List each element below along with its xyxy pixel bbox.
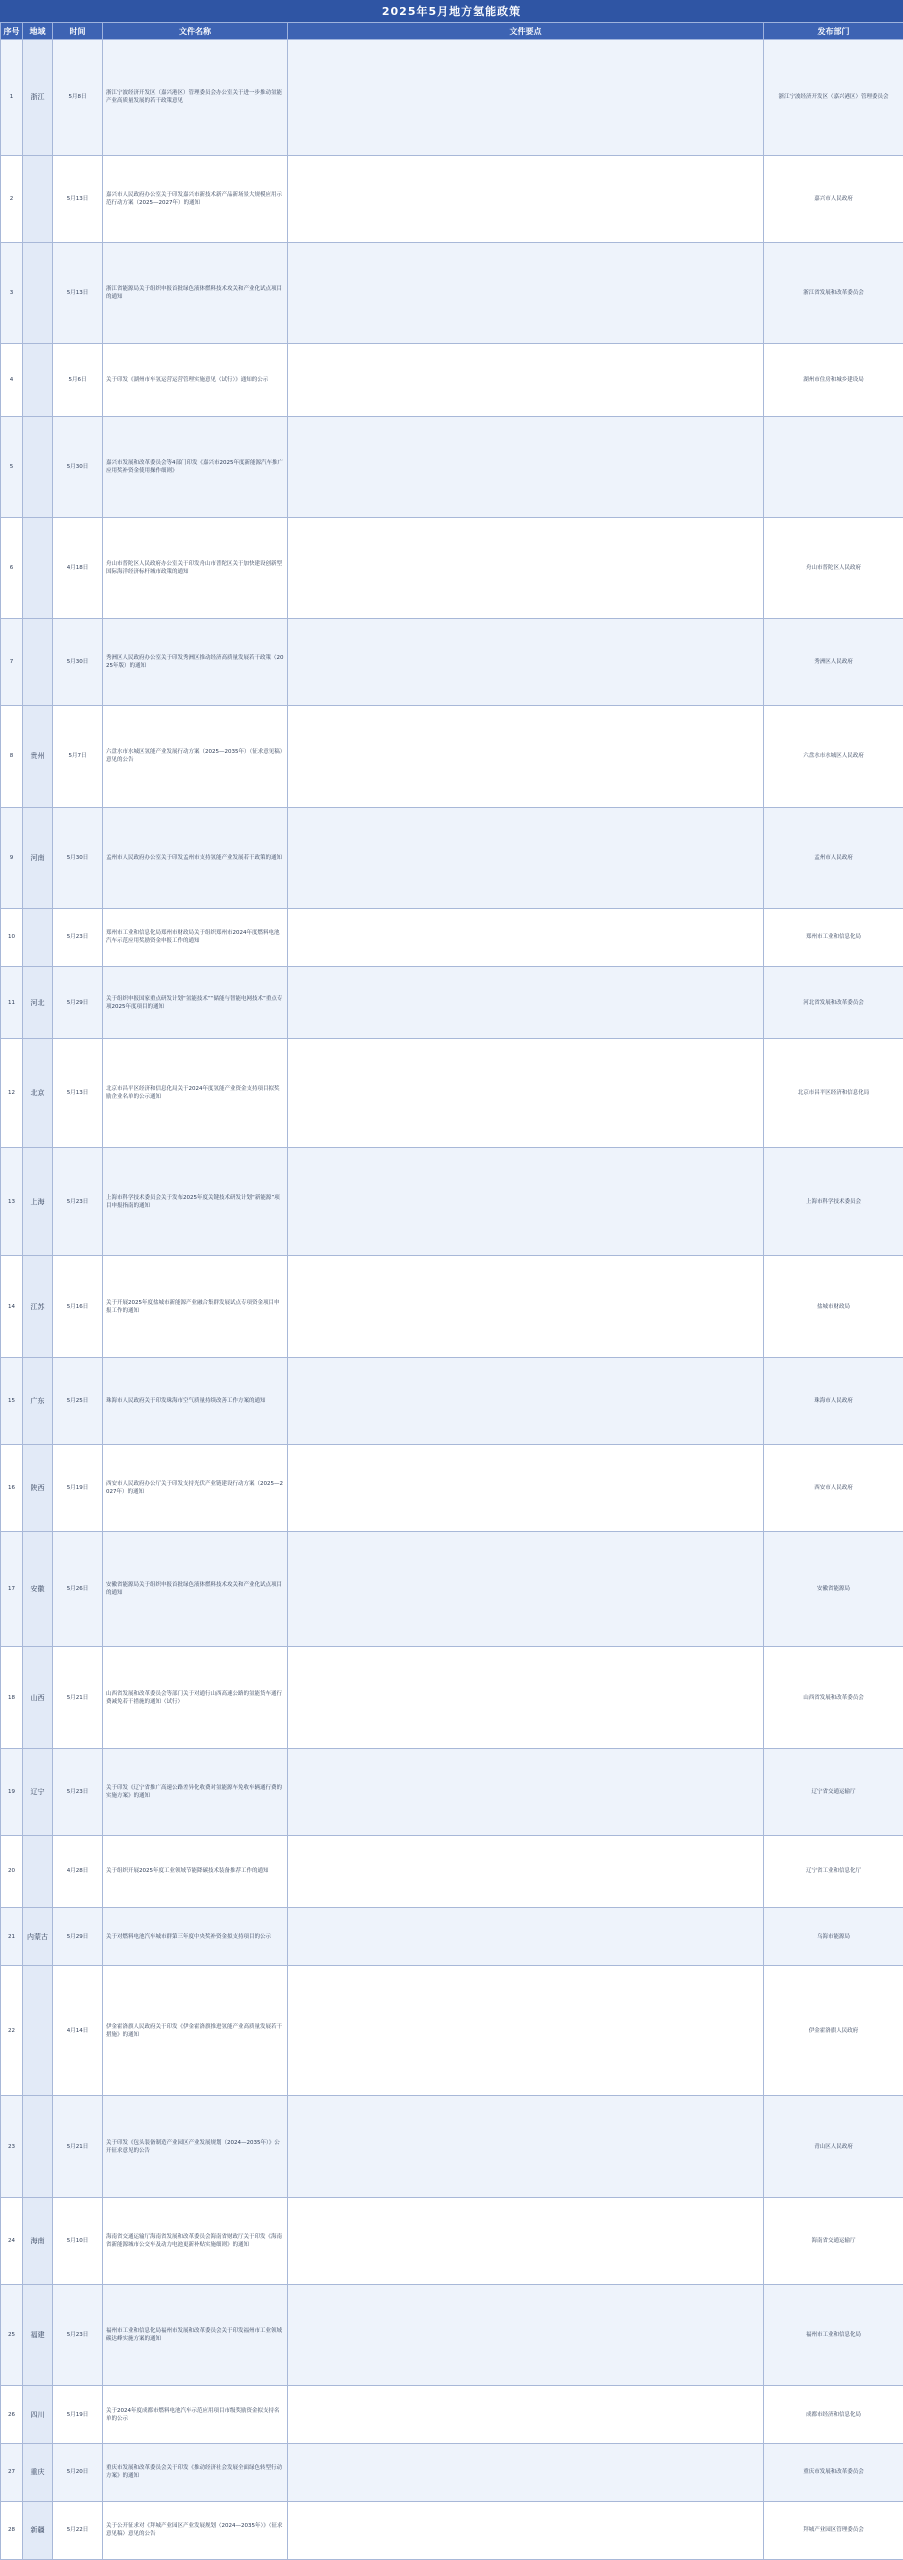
row-issuing-department: 福州市工业和信息化局 <box>764 2284 903 2385</box>
row-document-name: 关于2024年度成都市燃料电池汽车示范应用项目市级奖励资金拟支持名单的公示 <box>103 2386 288 2444</box>
row-number: 28 <box>1 2501 23 2559</box>
row-date: 4月18日 <box>53 517 103 618</box>
row-number: 9 <box>1 807 23 908</box>
row-number: 4 <box>1 344 23 416</box>
table-row <box>1 966 903 1038</box>
row-date: 5月30日 <box>53 807 103 908</box>
row-number: 1 <box>1 40 23 156</box>
row-issuing-department: 秀洲区人民政府 <box>764 619 903 706</box>
row-document-name: 关于印发《湖州市车氢运营运营管理实施意见（试行）》通知的公示 <box>103 344 288 416</box>
table-row <box>1 1444 903 1531</box>
row-key-points <box>288 242 764 343</box>
row-region: 江苏 <box>23 1256 53 1357</box>
row-region <box>23 517 53 618</box>
row-date: 5月21日 <box>53 1647 103 1748</box>
row-region: 北京 <box>23 1039 53 1148</box>
row-number: 3 <box>1 242 23 343</box>
row-date: 5月23日 <box>53 908 103 966</box>
row-document-name: 关于公开征求对《拜城产业园区产业发展规划（2024—2035年）》（征求意见稿）意见的公告 <box>103 2501 288 2559</box>
table-row <box>1 1147 903 1256</box>
row-number: 7 <box>1 619 23 706</box>
row-region <box>23 1966 53 2096</box>
row-region: 上海 <box>23 1147 53 1256</box>
page-title: 2025年5月地方氢能政策 <box>0 0 903 22</box>
row-number: 25 <box>1 2284 23 2385</box>
table-row <box>1 2443 903 2501</box>
header-date: 时间 <box>53 23 103 40</box>
row-document-name: 北京市昌平区经济和信息化局关于2024年度氢能产业资金支持项目拟奖励企业名单的公示通知 <box>103 1039 288 1148</box>
row-date: 5月10日 <box>53 2197 103 2284</box>
row-issuing-department: 孟州市人民政府 <box>764 807 903 908</box>
row-region <box>23 155 53 242</box>
table-row <box>1 416 903 517</box>
row-key-points <box>288 1966 764 2096</box>
row-region: 贵州 <box>23 706 53 807</box>
row-region: 内蒙古 <box>23 1908 53 1966</box>
row-key-points <box>288 908 764 966</box>
table-row <box>1 2096 903 2197</box>
row-date: 5月30日 <box>53 619 103 706</box>
row-document-name: 西安市人民政府办公厅关于印发支持光伏产业链建设行动方案（2025—2027年）的通知 <box>103 1444 288 1531</box>
row-number: 21 <box>1 1908 23 1966</box>
row-date: 5月22日 <box>53 2501 103 2559</box>
row-number: 16 <box>1 1444 23 1531</box>
row-region <box>23 619 53 706</box>
row-key-points <box>288 2284 764 2385</box>
row-key-points <box>288 1256 764 1357</box>
row-date: 5月7日 <box>53 706 103 807</box>
row-key-points <box>288 1357 764 1444</box>
row-key-points <box>288 1039 764 1148</box>
table-row <box>1 242 903 343</box>
row-date: 5月20日 <box>53 2443 103 2501</box>
row-number: 22 <box>1 1966 23 2096</box>
row-date: 5月23日 <box>53 1748 103 1835</box>
table-row <box>1 344 903 416</box>
row-date: 5月8日 <box>53 40 103 156</box>
row-issuing-department: 重庆市发展和改革委员会 <box>764 2443 903 2501</box>
row-number: 14 <box>1 1256 23 1357</box>
row-date: 5月6日 <box>53 344 103 416</box>
table-row <box>1 1966 903 2096</box>
row-document-name: 浙江省能源局关于组织申报首批绿色液体燃料技术攻关和产业化试点项目的通知 <box>103 242 288 343</box>
row-region <box>23 344 53 416</box>
table-row <box>1 1039 903 1148</box>
header-name: 文件名称 <box>103 23 288 40</box>
row-date: 5月16日 <box>53 1256 103 1357</box>
row-issuing-department: 珠海市人民政府 <box>764 1357 903 1444</box>
row-key-points <box>288 1748 764 1835</box>
row-key-points <box>288 619 764 706</box>
row-key-points <box>288 1908 764 1966</box>
row-region: 安徽 <box>23 1531 53 1647</box>
row-issuing-department: 成都市经济和信息化局 <box>764 2386 903 2444</box>
row-key-points <box>288 2096 764 2197</box>
row-date: 5月19日 <box>53 2386 103 2444</box>
row-date: 5月23日 <box>53 1147 103 1256</box>
row-number: 2 <box>1 155 23 242</box>
header-region: 地域 <box>23 23 53 40</box>
row-key-points <box>288 1147 764 1256</box>
row-region <box>23 416 53 517</box>
table-row <box>1 40 903 156</box>
row-issuing-department: 拜城产业园区管理委员会 <box>764 2501 903 2559</box>
row-number: 27 <box>1 2443 23 2501</box>
row-document-name: 关于印发《包头装备制造产业园区产业发展规划（2024—2035年）》公开征求意见的公告 <box>103 2096 288 2197</box>
row-key-points <box>288 706 764 807</box>
row-document-name: 关于组织开展2025年度工业领域节能降碳技术装备推荐工作的通知 <box>103 1835 288 1907</box>
row-number: 26 <box>1 2386 23 2444</box>
table-row <box>1 1647 903 1748</box>
row-key-points <box>288 1531 764 1647</box>
row-number: 11 <box>1 966 23 1038</box>
row-issuing-department: 海南省交通运输厅 <box>764 2197 903 2284</box>
row-document-name: 六盘水市水城区氢能产业发展行动方案（2025—2035年）（征求意见稿）意见的公告 <box>103 706 288 807</box>
table-row <box>1 2386 903 2444</box>
row-number: 24 <box>1 2197 23 2284</box>
table-row <box>1 1357 903 1444</box>
row-issuing-department: 盐城市财政局 <box>764 1256 903 1357</box>
table-row <box>1 1531 903 1647</box>
row-date: 5月13日 <box>53 155 103 242</box>
row-issuing-department: 辽宁省工业和信息化厅 <box>764 1835 903 1907</box>
row-region: 新疆 <box>23 2501 53 2559</box>
row-key-points <box>288 155 764 242</box>
row-issuing-department: 六盘水市水城区人民政府 <box>764 706 903 807</box>
row-date: 5月21日 <box>53 2096 103 2197</box>
row-region <box>23 242 53 343</box>
row-document-name: 关于对燃料电池汽车城市群第三年度中央奖补资金拟支持项目的公示 <box>103 1908 288 1966</box>
row-date: 4月28日 <box>53 1835 103 1907</box>
row-number: 19 <box>1 1748 23 1835</box>
policy-table <box>0 22 903 2560</box>
row-document-name: 嘉兴市人民政府办公室关于印发嘉兴市新技术新产品新场景大规模应用示范行动方案（2025—2027年）的通知 <box>103 155 288 242</box>
row-document-name: 安徽省能源局关于组织申报首批绿色液体燃料技术攻关和产业化试点项目的通知 <box>103 1531 288 1647</box>
row-document-name: 珠海市人民政府关于印发珠海市空气质量持续改善工作方案的通知 <box>103 1357 288 1444</box>
row-date: 5月26日 <box>53 1531 103 1647</box>
row-number: 20 <box>1 1835 23 1907</box>
table-row <box>1 517 903 618</box>
row-region <box>23 908 53 966</box>
row-date: 5月19日 <box>53 1444 103 1531</box>
row-region: 广东 <box>23 1357 53 1444</box>
row-date: 5月30日 <box>53 416 103 517</box>
table-row <box>1 1908 903 1966</box>
row-issuing-department <box>764 416 903 517</box>
table-row <box>1 2197 903 2284</box>
row-key-points <box>288 2501 764 2559</box>
row-number: 23 <box>1 2096 23 2197</box>
row-document-name: 伊金霍洛旗人民政府关于印发《伊金霍洛旗推进氢能产业高质量发展若干措施》的通知 <box>103 1966 288 2096</box>
row-issuing-department: 北京市昌平区经济和信息化局 <box>764 1039 903 1148</box>
table-row <box>1 619 903 706</box>
row-issuing-department: 浙江宁波经济开发区（嘉兴港区）管理委员会 <box>764 40 903 156</box>
table-row <box>1 807 903 908</box>
row-date: 5月29日 <box>53 1908 103 1966</box>
row-number: 10 <box>1 908 23 966</box>
row-region <box>23 2096 53 2197</box>
row-region: 河北 <box>23 966 53 1038</box>
row-region: 山西 <box>23 1647 53 1748</box>
row-number: 12 <box>1 1039 23 1148</box>
row-key-points <box>288 40 764 156</box>
row-document-name: 舟山市普陀区人民政府办公室关于印发舟山市普陀区关于加快建设创新型国际海洋经济标杆城市政策的通知 <box>103 517 288 618</box>
header-content: 文件要点 <box>288 23 764 40</box>
row-issuing-department: 浙江省发展和改革委员会 <box>764 242 903 343</box>
row-key-points <box>288 517 764 618</box>
table-header-row <box>1 23 903 40</box>
header-no: 序号 <box>1 23 23 40</box>
row-region: 重庆 <box>23 2443 53 2501</box>
row-number: 5 <box>1 416 23 517</box>
row-key-points <box>288 2197 764 2284</box>
row-document-name: 关于开展2025年度盐城市新能源产业融合集群发展试点专项资金项目申报工作的通知 <box>103 1256 288 1357</box>
row-region: 河南 <box>23 807 53 908</box>
header-dept: 发布部门 <box>764 23 903 40</box>
row-issuing-department: 嘉兴市人民政府 <box>764 155 903 242</box>
row-issuing-department: 青山区人民政府 <box>764 2096 903 2197</box>
row-key-points <box>288 2386 764 2444</box>
row-number: 18 <box>1 1647 23 1748</box>
row-date: 5月13日 <box>53 1039 103 1148</box>
table-row <box>1 1835 903 1907</box>
row-document-name: 孟州市人民政府办公室关于印发孟州市支持氢能产业发展若干政策的通知 <box>103 807 288 908</box>
row-date: 5月25日 <box>53 1357 103 1444</box>
row-issuing-department: 郑州市工业和信息化局 <box>764 908 903 966</box>
table-row <box>1 155 903 242</box>
row-date: 5月23日 <box>53 2284 103 2385</box>
row-issuing-department: 舟山市普陀区人民政府 <box>764 517 903 618</box>
row-date: 4月14日 <box>53 1966 103 2096</box>
row-document-name: 嘉兴市发展和改革委员会等4部门印发《嘉兴市2025年度新能源汽车推广应用奖补资金使用操作细则》 <box>103 416 288 517</box>
row-region: 四川 <box>23 2386 53 2444</box>
table-row <box>1 2501 903 2559</box>
row-issuing-department: 乌海市能源局 <box>764 1908 903 1966</box>
row-document-name: 福州市工业和信息化局福州市发展和改革委员会关于印发福州市工业领域碳达峰实施方案的通知 <box>103 2284 288 2385</box>
row-key-points <box>288 1647 764 1748</box>
row-issuing-department: 湖州市住房和城乡建设局 <box>764 344 903 416</box>
row-key-points <box>288 416 764 517</box>
row-document-name: 秀洲区人民政府办公室关于印发秀洲区推动经济高质量发展若干政策（2025年版）的通知 <box>103 619 288 706</box>
row-key-points <box>288 1835 764 1907</box>
row-document-name: 重庆市发展和改革委员会关于印发《推动经济社会发展全面绿色转型行动方案》的通知 <box>103 2443 288 2501</box>
row-issuing-department: 山西省发展和改革委员会 <box>764 1647 903 1748</box>
row-issuing-department: 辽宁省交通运输厅 <box>764 1748 903 1835</box>
table-row <box>1 1256 903 1357</box>
row-issuing-department: 伊金霍洛旗人民政府 <box>764 1966 903 2096</box>
row-key-points <box>288 2443 764 2501</box>
row-region: 陕西 <box>23 1444 53 1531</box>
row-region <box>23 1835 53 1907</box>
row-date: 5月29日 <box>53 966 103 1038</box>
row-region: 辽宁 <box>23 1748 53 1835</box>
row-number: 13 <box>1 1147 23 1256</box>
row-number: 6 <box>1 517 23 618</box>
row-document-name: 山西省发展和改革委员会等部门关于对通行山西高速公路的氢能货车通行费减免若干措施的通知（试行） <box>103 1647 288 1748</box>
row-issuing-department: 上海市科学技术委员会 <box>764 1147 903 1256</box>
row-document-name: 上海市科学技术委员会关于发布2025年度关键技术研发计划“新能源”项目申报指南的通知 <box>103 1147 288 1256</box>
row-document-name: 浙江宁波经济开发区（嘉兴港区）管理委员会办公室关于进一步推动氢能产业高质量发展的若干政策意见 <box>103 40 288 156</box>
row-key-points <box>288 344 764 416</box>
row-key-points <box>288 1444 764 1531</box>
row-document-name: 郑州市工业和信息化局郑州市财政局关于组织郑州市2024年度燃料电池汽车示范应用奖励资金申报工作的通知 <box>103 908 288 966</box>
row-date: 5月13日 <box>53 242 103 343</box>
table-row <box>1 706 903 807</box>
row-region: 浙江 <box>23 40 53 156</box>
row-region: 海南 <box>23 2197 53 2284</box>
row-number: 8 <box>1 706 23 807</box>
row-document-name: 关于印发《辽宁省推广高速公路差异化收费对氢能源车免收车辆通行费的实施方案》的通知 <box>103 1748 288 1835</box>
table-row <box>1 1748 903 1835</box>
row-key-points <box>288 807 764 908</box>
row-number: 17 <box>1 1531 23 1647</box>
row-issuing-department: 河北省发展和改革委员会 <box>764 966 903 1038</box>
row-issuing-department: 安徽省能源局 <box>764 1531 903 1647</box>
row-document-name: 海南省交通运输厅海南省发展和改革委员会海南省财政厅关于印发《海南省新能源城市公交车及动力电池更新补贴实施细则》的通知 <box>103 2197 288 2284</box>
table-row <box>1 2284 903 2385</box>
table-row <box>1 908 903 966</box>
row-document-name: 关于组织申报国家重点研发计划“氢能技术”“储能与智能电网技术”重点专项2025年度项目的通知 <box>103 966 288 1038</box>
row-region: 福建 <box>23 2284 53 2385</box>
row-number: 15 <box>1 1357 23 1444</box>
row-issuing-department: 西安市人民政府 <box>764 1444 903 1531</box>
row-key-points <box>288 966 764 1038</box>
